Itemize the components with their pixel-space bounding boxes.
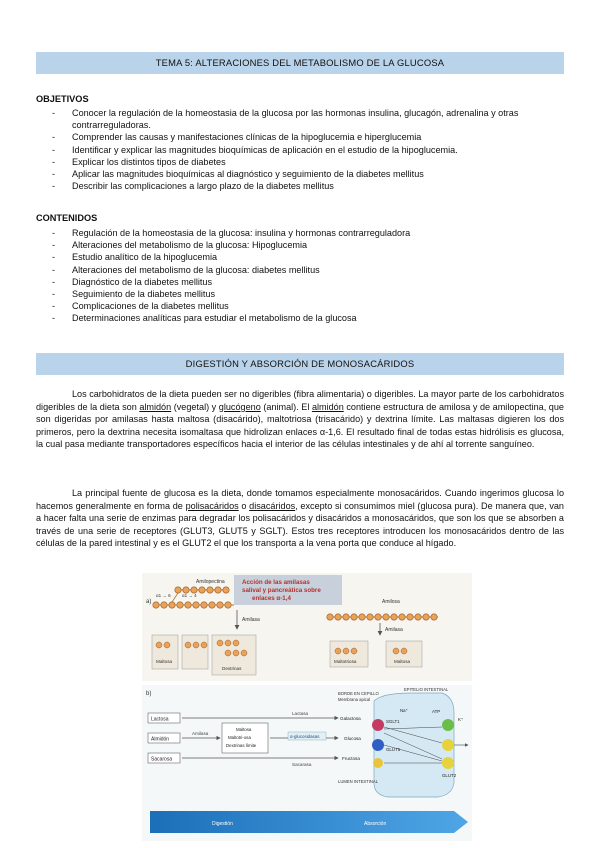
galactosa-label: Galactosa: [340, 716, 361, 721]
digestion-figure: [142, 573, 472, 841]
paragraph-carbohidratos: Los carbohidratos de la dieta pueden ser no digeribles (fibra alimentaria) o digeribles. La mayor parte de los carbohidratos digeribles de la dieta son almidón (vegetal) y glucógeno (animal). El almidón contiene estructura de amilosa y de amilopectina, que son digeridas por amilasas hasta maltosa (disacárido), maltotriosa (trisacárido) y dextrina límite. Las maltasas digieren los dos primeros, pero la dextrina necesita isomaltasa que hidrolizan enlaces α-1,6. El resultado final de todas estas hidrólisis es glucosa, la cual pasa mediante transportadores específicos hacia el interior de las células intestinales y de ahí al torrente sanguíneo.: [36, 389, 564, 450]
membrana-label: Membrana apical: [338, 697, 371, 702]
lactosa-label: Lactosa: [151, 716, 169, 723]
sacarosa-label: Sacarosa: [151, 756, 173, 763]
objetivos-heading: OBJETIVOS: [36, 94, 89, 104]
list-item: - Complicaciones de la diabetes mellitus: [52, 301, 229, 312]
amilasa-label-a2: Amilasa: [385, 627, 403, 633]
amilopectina-label: Amilopectina: [196, 579, 225, 585]
borde-cepillo-label: BORDE EN CEPILLO: [338, 691, 379, 696]
list-item: - Identificar y explicar las magnitudes bioquímicas de aplicación en el estudio de la hipoglucemia.: [52, 144, 458, 155]
almidon-label: Almidón: [151, 736, 170, 743]
intermediate-2: Dextrinas límite: [226, 743, 257, 748]
callout-line-1: Acción de las amilasas: [242, 579, 310, 586]
atpase-pump: [442, 719, 454, 731]
glut5-transporter: [372, 739, 384, 751]
glut-transporter-small: [373, 758, 383, 768]
digestion-diagram: [142, 573, 472, 841]
list-item: - Describir las complicaciones a largo plazo de la diabetes mellitus: [52, 181, 334, 192]
glut2-transporter-top: [442, 739, 454, 751]
alpha14-label: α1 → 4: [182, 593, 197, 598]
intermediate-1: Maltotri-osa: [228, 735, 251, 740]
alpha16-label: α1 → 6: [156, 593, 171, 598]
amilosa-label: Amilosa: [382, 599, 400, 605]
glut2-transporter: [442, 757, 454, 769]
list-item: - Determinaciones analíticas para estudiar el metabolismo de la glucosa: [52, 313, 357, 324]
digestion-label: Digestión: [212, 821, 233, 827]
luz-label: LUMEN INTESTINAL: [338, 779, 379, 784]
amilasa-label-a: Amilasa: [242, 617, 260, 623]
fructosa-label: Fructosa: [342, 756, 360, 761]
callout-line-3: enlaces α-1,4: [252, 595, 291, 602]
objetivos-list: [36, 107, 566, 192]
dextrinas-label: Dextrinas: [222, 666, 242, 671]
contenidos-heading: CONTENIDOS: [36, 213, 98, 223]
atp-label: ATP: [432, 709, 441, 714]
sglt1-label: SGLT1: [386, 719, 400, 724]
glucosa-label: Glucosa: [344, 736, 361, 741]
sacarasa-label: Sacarasa: [292, 762, 312, 767]
list-item: - Seguimiento de la diabetes mellitus: [52, 289, 216, 300]
list-item: - Diagnóstico de la diabetes mellitus: [52, 276, 213, 287]
list-item: - Alteraciones del metabolismo de la glucosa: Hipoglucemia: [52, 240, 308, 251]
maltosa-label-a2: Maltosa: [394, 659, 411, 664]
absorcion-label: Absorción: [364, 821, 387, 827]
epitelio-label: EPITELIO INTESTINAL: [404, 687, 449, 692]
panel-a-letter: a): [146, 599, 152, 605]
list-item: - Regulación de la homeostasia de la glucosa: insulina y hormonas contrarreguladora: [52, 228, 411, 238]
paragraph-fuente-glucosa: La principal fuente de glucosa es la dieta, donde tomamos especialmente monosacáridos. Cuando ingerimos glucosa lo hacemos generalmente en forma de polisacáridos o disacáridos, excepto si consumimos miel (glucosa pura). De manera que, van a hacer falta una serie de enzimas para degradar los polisacáridos y disacáridos a monosacáridos, que son los que se absorben a través de una serie de receptores (GLUT3, GLUT5 y SGLT). Estos tres receptores introducen los monosacáridos dentro de las células de la pared intestinal y es el GLUT2 el que los transporta a la vena porta que conduce al hígado.: [36, 488, 564, 549]
callout-line-2: salival y pancreática sobre: [242, 587, 321, 594]
intermediate-0: Maltosa: [236, 727, 252, 732]
glucosidasas-label: α-glucosidasas: [290, 734, 320, 739]
maltosa-label-a: Maltosa: [156, 659, 173, 664]
list-item: - Aplicar las magnitudes bioquímicas al diagnóstico y seguimiento de la diabetes mellitus: [52, 169, 424, 180]
glut2-label: GLUT2: [442, 773, 457, 778]
page-title: TEMA 5: ALTERACIONES DEL METABOLISMO DE LA GLUCOSA: [36, 52, 564, 74]
process-arrow-bar: [150, 811, 468, 833]
sglt1-transporter: [372, 719, 384, 731]
amilasa-label-b: Amilasa: [192, 731, 209, 736]
list-item: - Conocer la regulación de la homeostasia de la glucosa por las hormonas insulina, glucagón, adrenalina y otras contrarreguladoras.: [52, 108, 519, 131]
list-item: - Comprender las causas y manifestaciones clínicas de la hipoglucemia e hiperglucemia: [52, 132, 422, 143]
list-item: - Explicar los distintos tipos de diabetes: [52, 156, 226, 167]
list-item: - Alteraciones del metabolismo de la glucosa: diabetes mellitus: [52, 264, 320, 275]
glut5-label: GLUT5: [386, 747, 401, 752]
maltotriosa-label: Maltotriosa: [334, 659, 357, 664]
contenidos-list: [36, 227, 566, 325]
k-label: K⁺: [458, 717, 464, 722]
na-label: Na⁺: [400, 708, 408, 713]
section-title: DIGESTIÓN Y ABSORCIÓN DE MONOSACÁRIDOS: [36, 353, 564, 375]
lactasa-label: Lactasa: [292, 711, 309, 716]
list-item: - Estudio analítico de la hipoglucemia: [52, 252, 218, 263]
panel-b-letter: b): [146, 691, 152, 697]
